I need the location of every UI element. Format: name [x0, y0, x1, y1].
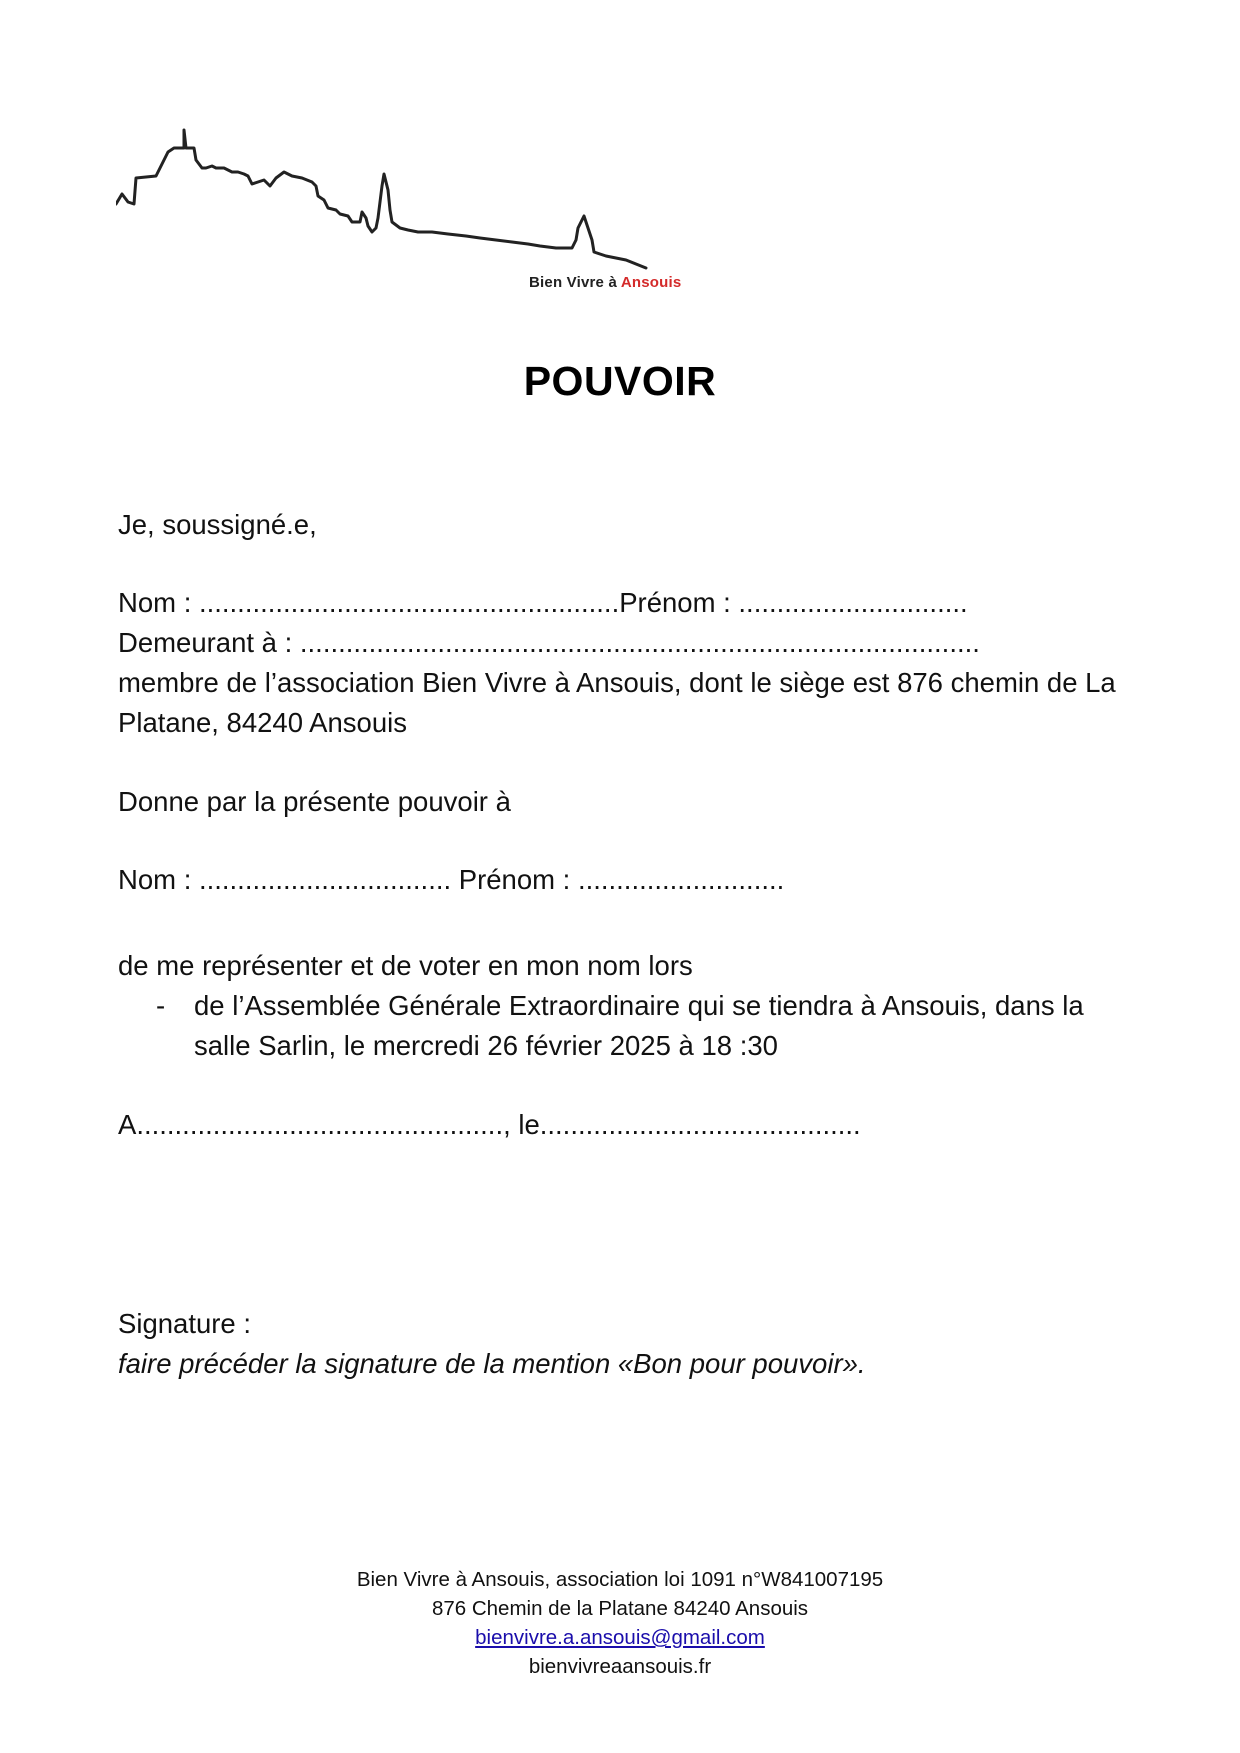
logo-wordmark: Bien Vivre à Ansouis: [529, 274, 682, 291]
member-name-field: Nom : .......................................................Prénom : ..............................: [118, 587, 968, 618]
proxy-name-field: Nom : ................................. Prénom : ...........................: [118, 864, 785, 895]
represent-text: de me représenter et de voter en mon nom lors: [118, 950, 693, 981]
footer-email-link[interactable]: bienvivre.a.ansouis@gmail.com: [475, 1626, 765, 1649]
document-title: POUVOIR: [523, 358, 717, 404]
grant-text: Donne par la présente pouvoir à: [118, 786, 511, 817]
membership-text: membre de l’association Bien Vivre à Ansouis, dont le siège est 876 chemin de La Platane, 84240 Ansouis: [118, 667, 1116, 738]
member-address-field: Demeurant à : .........................................................................................: [118, 627, 980, 658]
bullet-dash: -: [156, 990, 166, 1021]
meeting-details-text: de l’Assemblée Générale Extraordinaire qui se tiendra à Ansouis, dans la salle Sarlin, le mercredi 26 février 2025 à 18 :30: [194, 990, 1084, 1061]
intro-text: Je, soussigné.e,: [118, 509, 317, 540]
footer-association-info: Bien Vivre à Ansouis, association loi 1091 n°W841007195: [356, 1568, 884, 1591]
footer: [0, 1565, 1240, 1681]
place-date-field: A................................................, le..........................................: [118, 1109, 861, 1140]
footer-address: 876 Chemin de la Platane 84240 Ansouis: [431, 1597, 809, 1620]
association-logo: [116, 124, 706, 304]
footer-website: bienvivreaansouis.fr: [528, 1655, 712, 1678]
signature-label: Signature :: [118, 1308, 252, 1339]
signature-note: faire précéder la signature de la mention «Bon pour pouvoir».: [118, 1348, 866, 1379]
logo-wordmark-accent: Ansouis: [620, 274, 682, 291]
